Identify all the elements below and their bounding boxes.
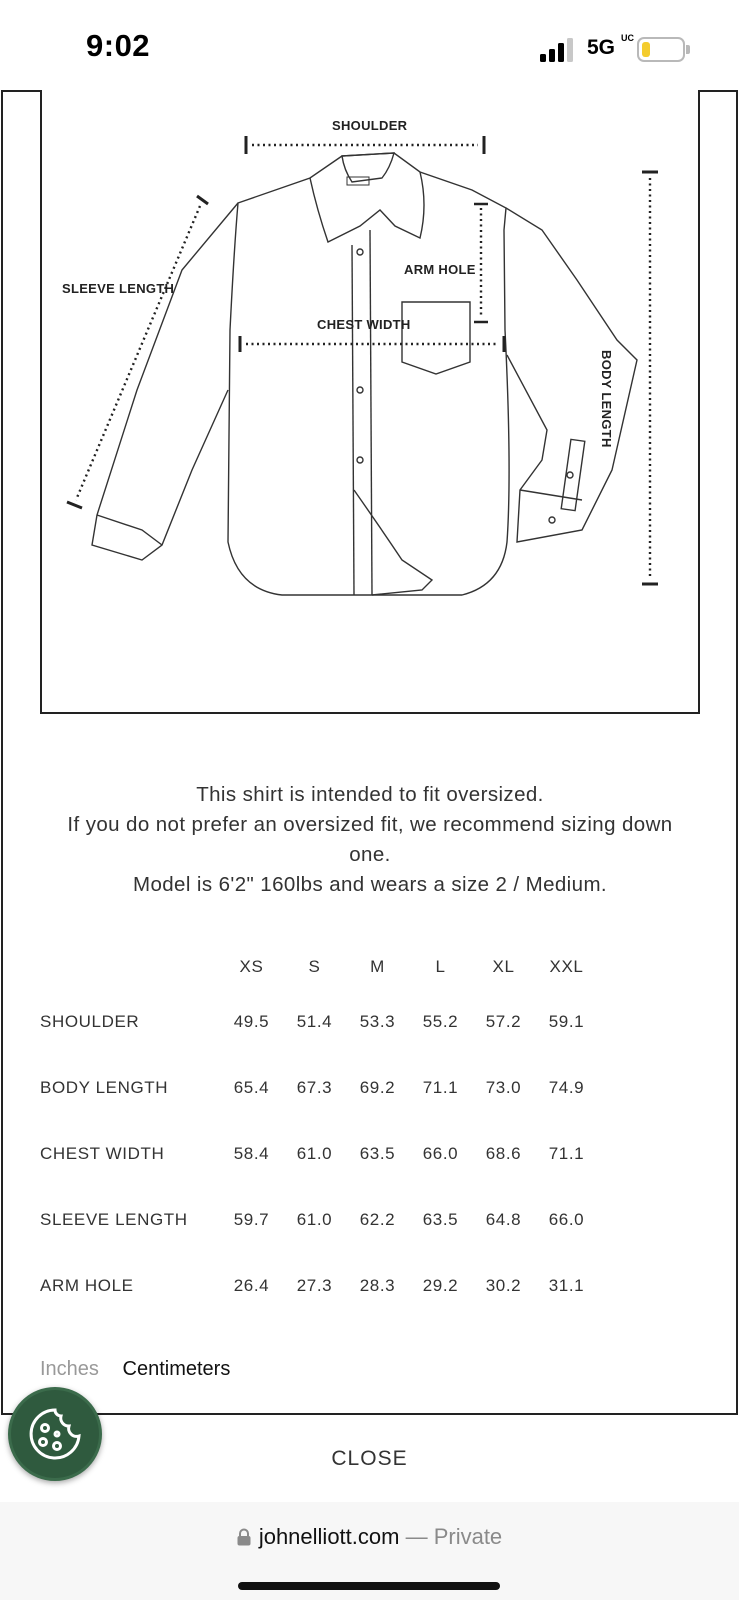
status-time: 9:02 — [86, 28, 151, 63]
label-body-length: BODY LENGTH — [599, 350, 614, 448]
unit-option-inches[interactable]: Inches — [40, 1358, 99, 1380]
table-cell: 30.2 — [485, 1276, 522, 1295]
modal-footer — [1, 1413, 738, 1502]
table-cell: 67.3 — [296, 1078, 333, 1097]
header-size: XXL — [549, 957, 584, 976]
table-cell: 71.1 — [548, 1144, 585, 1163]
fit-note — [40, 780, 700, 900]
header-size: M — [370, 957, 385, 976]
cookie-settings-button[interactable] — [8, 1387, 102, 1481]
size-table-header — [40, 945, 598, 989]
table-cell: 27.3 — [296, 1276, 333, 1295]
table-row — [40, 1055, 598, 1121]
row-label: BODY LENGTH — [40, 1078, 169, 1097]
table-cell: 49.5 — [233, 1012, 270, 1031]
table-cell: 68.6 — [485, 1144, 522, 1163]
fit-note-line-1: This shirt is intended to fit oversized. — [196, 783, 544, 806]
table-cell: 66.0 — [422, 1144, 459, 1163]
label-arm-hole: ARM HOLE — [404, 262, 476, 277]
browser-address-bar — [0, 1502, 739, 1600]
table-cell: 51.4 — [296, 1012, 333, 1031]
table-cell: 73.0 — [485, 1078, 522, 1097]
battery-cap — [686, 45, 690, 54]
lock-icon — [237, 1528, 251, 1546]
table-cell: 53.3 — [359, 1012, 396, 1031]
url-domain: johnelliott.com — [258, 1524, 400, 1549]
table-cell: 61.0 — [296, 1144, 333, 1163]
fit-note-line-3: Model is 6'2" 160lbs and wears a size 2 / Medium. — [132, 873, 608, 896]
row-label: CHEST WIDTH — [40, 1144, 165, 1163]
table-row — [40, 989, 598, 1055]
home-indicator — [238, 1582, 500, 1590]
shirt-measurement-diagram — [40, 90, 700, 714]
header-label-cell — [40, 945, 220, 989]
network-suffix: UC — [621, 33, 634, 43]
unit-option-centimeters[interactable]: Centimeters — [122, 1358, 231, 1380]
table-row — [40, 1253, 598, 1319]
battery-level — [642, 42, 650, 57]
header-size: L — [435, 957, 446, 976]
table-cell: 59.7 — [233, 1210, 270, 1229]
table-cell: 74.9 — [548, 1078, 585, 1097]
table-cell: 69.2 — [359, 1078, 396, 1097]
row-label: ARM HOLE — [40, 1276, 134, 1295]
battery-icon — [637, 37, 685, 62]
fit-note-line-2: If you do not prefer an oversized fit, we recommend sizing down one. — [67, 813, 673, 866]
close-button[interactable]: CLOSE — [331, 1446, 408, 1470]
label-shoulder: SHOULDER — [332, 118, 408, 133]
unit-toggle — [40, 1358, 230, 1381]
table-cell: 31.1 — [548, 1276, 585, 1295]
table-cell: 29.2 — [422, 1276, 459, 1295]
table-cell: 63.5 — [422, 1210, 459, 1229]
table-cell: 58.4 — [233, 1144, 270, 1163]
url-display[interactable] — [0, 1524, 739, 1550]
table-cell: 65.4 — [233, 1078, 270, 1097]
private-label: — Private — [399, 1524, 503, 1549]
header-size: XL — [492, 957, 515, 976]
header-size: XS — [239, 957, 264, 976]
table-cell: 63.5 — [359, 1144, 396, 1163]
size-table — [40, 945, 598, 1319]
row-label: SLEEVE LENGTH — [40, 1210, 188, 1229]
table-cell: 59.1 — [548, 1012, 585, 1031]
table-cell: 66.0 — [548, 1210, 585, 1229]
table-cell: 26.4 — [233, 1276, 270, 1295]
row-label: SHOULDER — [40, 1012, 140, 1031]
table-cell: 71.1 — [422, 1078, 459, 1097]
status-bar — [0, 0, 739, 90]
label-chest-width: CHEST WIDTH — [317, 317, 411, 332]
table-cell: 61.0 — [296, 1210, 333, 1229]
table-cell: 57.2 — [485, 1012, 522, 1031]
table-cell: 64.8 — [485, 1210, 522, 1229]
table-cell: 28.3 — [359, 1276, 396, 1295]
table-cell: 55.2 — [422, 1012, 459, 1031]
network-type: 5G — [587, 36, 616, 59]
header-size: S — [308, 957, 321, 976]
signal-strength-icon — [540, 38, 574, 62]
label-sleeve-length: SLEEVE LENGTH — [62, 281, 175, 296]
table-cell: 62.2 — [359, 1210, 396, 1229]
table-row — [40, 1121, 598, 1187]
table-row — [40, 1187, 598, 1253]
cookie-icon — [25, 1404, 85, 1464]
